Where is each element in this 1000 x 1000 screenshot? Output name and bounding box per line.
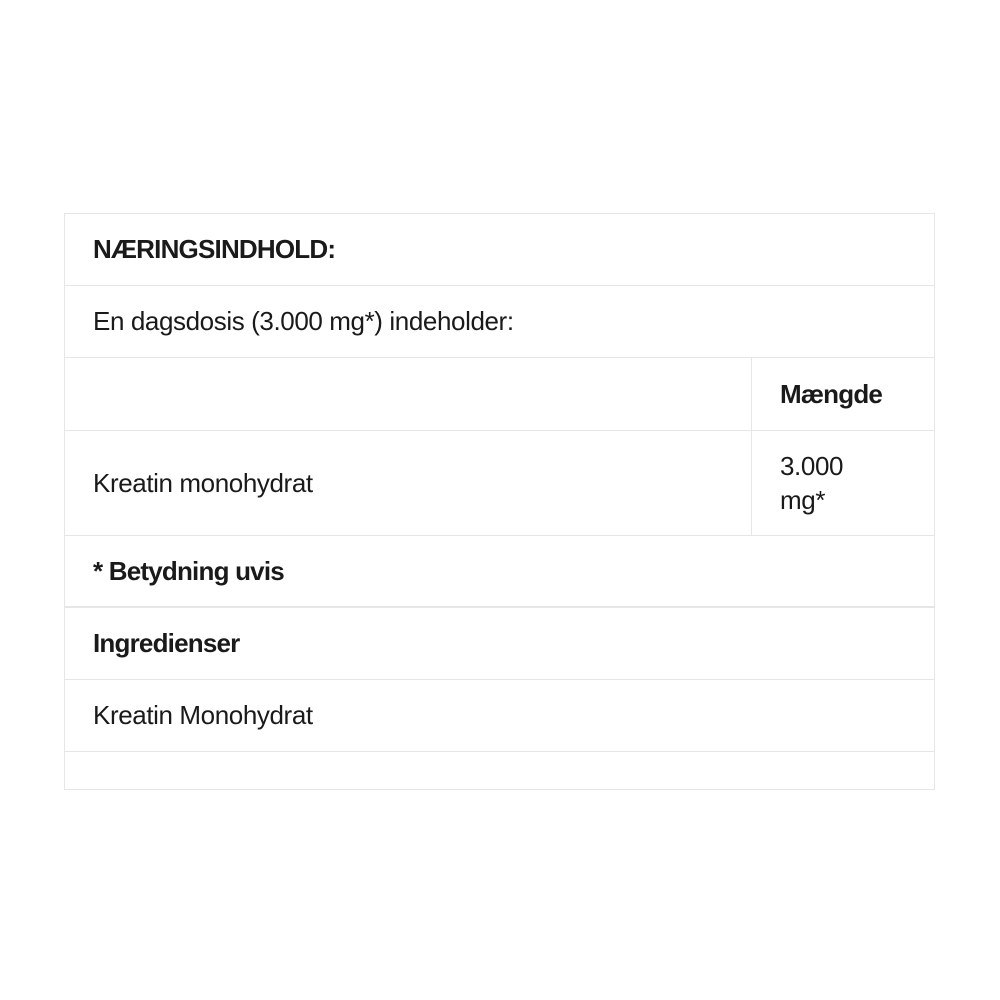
amount-column-header: Mængde	[751, 358, 934, 430]
table-row-heading	[65, 214, 934, 286]
empty-cell	[65, 752, 934, 789]
nutrient-name: Kreatin monohydrat	[93, 467, 313, 498]
footnote-text: * Betydning uvis	[93, 555, 284, 586]
table-row-ingredients-heading	[65, 608, 934, 680]
daily-dose-text: En dagsdosis (3.000 mg*) indeholder:	[93, 306, 514, 336]
ingredients-heading: Ingredienser	[93, 628, 240, 658]
nutrient-amount-unit: mg*	[780, 485, 826, 515]
table-row-footnote	[65, 536, 934, 608]
name-column-header	[65, 358, 751, 430]
table-row-empty	[65, 752, 934, 789]
table-row	[65, 431, 934, 536]
nutrition-heading: NÆRINGSINDHOLD:	[93, 234, 336, 264]
nutrition-table	[64, 213, 935, 790]
nutrient-amount-value: 3.000	[780, 451, 844, 481]
table-row-daily-dose	[65, 286, 934, 358]
table-row-column-headers	[65, 358, 934, 431]
nutrient-amount	[751, 431, 934, 535]
ingredients-text: Kreatin Monohydrat	[93, 700, 313, 730]
table-row-ingredients	[65, 680, 934, 752]
